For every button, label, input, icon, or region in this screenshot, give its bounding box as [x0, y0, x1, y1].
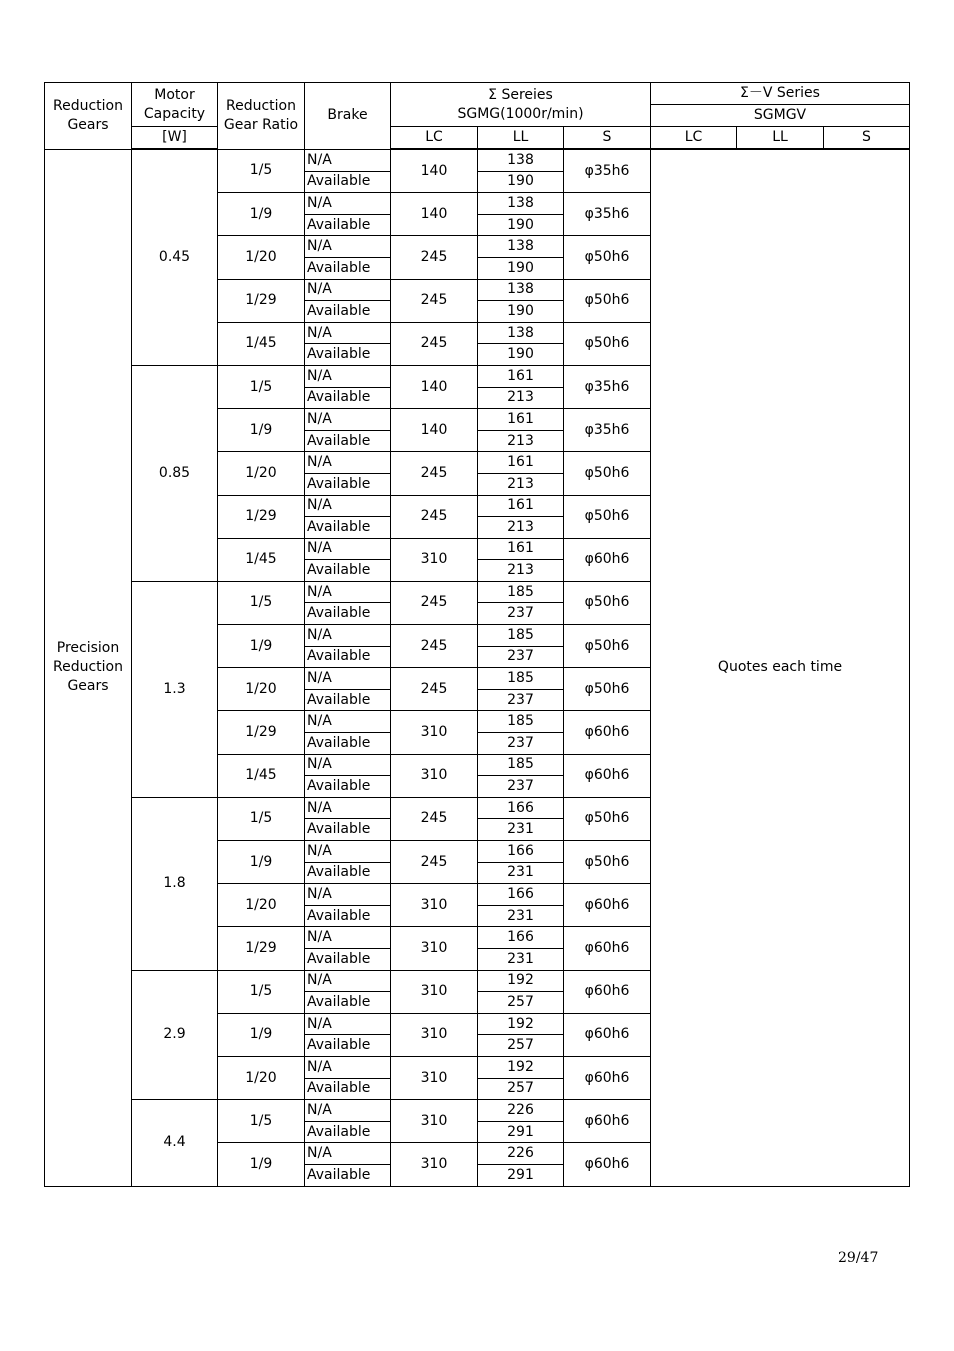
lc-cell: 310	[391, 970, 478, 1013]
ratio-cell: 1/45	[218, 322, 305, 365]
ll-na-cell: 138	[478, 149, 564, 171]
ll-na-cell: 138	[478, 322, 564, 344]
lc-cell: 310	[391, 1143, 478, 1186]
ll-available-cell: 257	[478, 992, 564, 1014]
brake-na-cell: N/A	[305, 668, 391, 690]
brake-na-cell: N/A	[305, 1013, 391, 1035]
ratio-cell: 1/29	[218, 927, 305, 970]
ratio-cell: 1/20	[218, 1056, 305, 1099]
brake-na-cell: N/A	[305, 1143, 391, 1165]
header-sgmgv: SGMGV	[651, 105, 910, 127]
ll-na-cell: 166	[478, 884, 564, 906]
brake-available-cell: Available	[305, 733, 391, 755]
brake-na-cell: N/A	[305, 322, 391, 344]
s-cell: φ50h6	[564, 841, 651, 884]
lc-cell: 310	[391, 1056, 478, 1099]
brake-available-cell: Available	[305, 948, 391, 970]
s-cell: φ50h6	[564, 452, 651, 495]
brake-available-cell: Available	[305, 905, 391, 927]
brake-na-cell: N/A	[305, 279, 391, 301]
brake-na-cell: N/A	[305, 236, 391, 258]
s-cell: φ60h6	[564, 711, 651, 754]
s-cell: φ60h6	[564, 1013, 651, 1056]
brake-na-cell: N/A	[305, 149, 391, 171]
lc-cell: 310	[391, 538, 478, 581]
brake-available-cell: Available	[305, 517, 391, 539]
brake-available-cell: Available	[305, 430, 391, 452]
ll-available-cell: 237	[478, 733, 564, 755]
header-reduction-gear-ratio: Reduction Gear Ratio	[218, 83, 305, 150]
brake-available-cell: Available	[305, 603, 391, 625]
ll-available-cell: 237	[478, 689, 564, 711]
ll-available-cell: 237	[478, 776, 564, 798]
lc-cell: 310	[391, 927, 478, 970]
sgmg-model-label: SGMG(1000r/min)	[457, 105, 584, 122]
header-sigma-v-series: Σ－Ⅴ Series	[651, 83, 910, 105]
header-reduction-gears: Reduction Gears	[45, 83, 132, 150]
s-cell: φ50h6	[564, 279, 651, 322]
s-cell: φ50h6	[564, 581, 651, 624]
ll-na-cell: 185	[478, 581, 564, 603]
ll-na-cell: 161	[478, 452, 564, 474]
brake-na-cell: N/A	[305, 841, 391, 863]
brake-na-cell: N/A	[305, 1100, 391, 1122]
ll-na-cell: 161	[478, 409, 564, 431]
ll-available-cell: 213	[478, 473, 564, 495]
s-cell: φ50h6	[564, 495, 651, 538]
lc-cell: 245	[391, 625, 478, 668]
header-sgmgv-ll: LL	[737, 127, 824, 150]
brake-na-cell: N/A	[305, 495, 391, 517]
motor-capacity-cell: 2.9	[132, 970, 218, 1100]
motor-capacity-cell: 0.85	[132, 365, 218, 581]
sigma-series-label: Σ Sereies	[488, 86, 553, 103]
header-s: S	[564, 127, 651, 150]
ratio-cell: 1/29	[218, 279, 305, 322]
ll-available-cell: 237	[478, 646, 564, 668]
ratio-cell: 1/9	[218, 409, 305, 452]
s-cell: φ60h6	[564, 970, 651, 1013]
brake-available-cell: Available	[305, 1035, 391, 1057]
lc-cell: 245	[391, 668, 478, 711]
lc-cell: 310	[391, 754, 478, 797]
ll-na-cell: 166	[478, 797, 564, 819]
brake-available-cell: Available	[305, 257, 391, 279]
ll-na-cell: 185	[478, 625, 564, 647]
ll-na-cell: 138	[478, 193, 564, 215]
ratio-cell: 1/9	[218, 1013, 305, 1056]
brake-na-cell: N/A	[305, 754, 391, 776]
ratio-cell: 1/9	[218, 841, 305, 884]
header-lc: LC	[391, 127, 478, 150]
s-cell: φ60h6	[564, 754, 651, 797]
header-unit-w: [W]	[132, 127, 218, 150]
lc-cell: 310	[391, 1013, 478, 1056]
ll-na-cell: 185	[478, 711, 564, 733]
ll-na-cell: 226	[478, 1143, 564, 1165]
ll-na-cell: 166	[478, 927, 564, 949]
ll-available-cell: 213	[478, 430, 564, 452]
ll-available-cell: 231	[478, 819, 564, 841]
ll-available-cell: 291	[478, 1121, 564, 1143]
ratio-cell: 1/20	[218, 452, 305, 495]
brake-na-cell: N/A	[305, 538, 391, 560]
gear-type-cell: Precision Reduction Gears	[45, 149, 132, 1186]
ll-na-cell: 161	[478, 538, 564, 560]
s-cell: φ50h6	[564, 625, 651, 668]
ll-available-cell: 190	[478, 171, 564, 193]
ll-available-cell: 237	[478, 603, 564, 625]
ratio-cell: 1/45	[218, 538, 305, 581]
brake-available-cell: Available	[305, 214, 391, 236]
brake-na-cell: N/A	[305, 625, 391, 647]
ll-na-cell: 161	[478, 365, 564, 387]
brake-available-cell: Available	[305, 646, 391, 668]
ratio-cell: 1/5	[218, 970, 305, 1013]
ratio-cell: 1/20	[218, 236, 305, 279]
ll-available-cell: 257	[478, 1078, 564, 1100]
s-cell: φ50h6	[564, 668, 651, 711]
lc-cell: 245	[391, 581, 478, 624]
s-cell: φ60h6	[564, 927, 651, 970]
header-sgmgv-lc: LC	[651, 127, 737, 150]
brake-na-cell: N/A	[305, 193, 391, 215]
brake-available-cell: Available	[305, 560, 391, 582]
lc-cell: 245	[391, 279, 478, 322]
ratio-cell: 1/29	[218, 711, 305, 754]
ratio-cell: 1/45	[218, 754, 305, 797]
page-number: 29/47	[838, 1250, 879, 1266]
s-cell: φ35h6	[564, 409, 651, 452]
ll-na-cell: 192	[478, 970, 564, 992]
s-cell: φ35h6	[564, 193, 651, 236]
s-cell: φ60h6	[564, 1056, 651, 1099]
ll-na-cell: 226	[478, 1100, 564, 1122]
ratio-cell: 1/5	[218, 365, 305, 408]
brake-available-cell: Available	[305, 776, 391, 798]
brake-available-cell: Available	[305, 473, 391, 495]
brake-available-cell: Available	[305, 171, 391, 193]
header-sgmgv-s: S	[824, 127, 910, 150]
brake-available-cell: Available	[305, 689, 391, 711]
ll-available-cell: 213	[478, 387, 564, 409]
brake-available-cell: Available	[305, 1078, 391, 1100]
ratio-cell: 1/5	[218, 797, 305, 840]
ll-available-cell: 291	[478, 1164, 564, 1186]
header-ll: LL	[478, 127, 564, 150]
lc-cell: 140	[391, 149, 478, 193]
ll-available-cell: 190	[478, 257, 564, 279]
ll-na-cell: 185	[478, 668, 564, 690]
ll-available-cell: 190	[478, 214, 564, 236]
brake-na-cell: N/A	[305, 409, 391, 431]
brake-available-cell: Available	[305, 862, 391, 884]
s-cell: φ60h6	[564, 538, 651, 581]
brake-available-cell: Available	[305, 1164, 391, 1186]
ratio-cell: 1/9	[218, 625, 305, 668]
lc-cell: 310	[391, 884, 478, 927]
ll-available-cell: 231	[478, 862, 564, 884]
lc-cell: 140	[391, 193, 478, 236]
ratio-cell: 1/5	[218, 149, 305, 193]
brake-available-cell: Available	[305, 344, 391, 366]
header-motor-capacity: Motor Capacity	[132, 83, 218, 127]
ll-na-cell: 192	[478, 1013, 564, 1035]
lc-cell: 140	[391, 365, 478, 408]
header-brake: Brake	[305, 83, 391, 150]
ll-available-cell: 190	[478, 344, 564, 366]
ll-na-cell: 161	[478, 495, 564, 517]
lc-cell: 310	[391, 1100, 478, 1143]
lc-cell: 245	[391, 495, 478, 538]
ratio-cell: 1/9	[218, 193, 305, 236]
brake-available-cell: Available	[305, 819, 391, 841]
ratio-cell: 1/5	[218, 581, 305, 624]
ll-available-cell: 213	[478, 517, 564, 539]
s-cell: φ50h6	[564, 236, 651, 279]
brake-na-cell: N/A	[305, 452, 391, 474]
ll-na-cell: 192	[478, 1056, 564, 1078]
ratio-cell: 1/9	[218, 1143, 305, 1186]
s-cell: φ60h6	[564, 884, 651, 927]
ll-na-cell: 138	[478, 236, 564, 258]
brake-na-cell: N/A	[305, 927, 391, 949]
ll-available-cell: 190	[478, 301, 564, 323]
ll-na-cell: 166	[478, 841, 564, 863]
brake-na-cell: N/A	[305, 711, 391, 733]
brake-available-cell: Available	[305, 301, 391, 323]
brake-na-cell: N/A	[305, 884, 391, 906]
lc-cell: 245	[391, 841, 478, 884]
s-cell: φ50h6	[564, 797, 651, 840]
ratio-cell: 1/29	[218, 495, 305, 538]
lc-cell: 140	[391, 409, 478, 452]
motor-capacity-cell: 1.3	[132, 581, 218, 797]
header-sigma-series	[391, 83, 651, 127]
s-cell: φ50h6	[564, 322, 651, 365]
lc-cell: 310	[391, 711, 478, 754]
brake-na-cell: N/A	[305, 365, 391, 387]
lc-cell: 245	[391, 452, 478, 495]
quote-note-cell: Quotes each time	[651, 149, 910, 1186]
ll-available-cell: 213	[478, 560, 564, 582]
lc-cell: 245	[391, 322, 478, 365]
brake-available-cell: Available	[305, 1121, 391, 1143]
dimensions-table	[44, 82, 910, 1187]
s-cell: φ35h6	[564, 365, 651, 408]
motor-capacity-cell: 4.4	[132, 1100, 218, 1186]
brake-available-cell: Available	[305, 387, 391, 409]
ll-available-cell: 231	[478, 905, 564, 927]
lc-cell: 245	[391, 236, 478, 279]
ll-na-cell: 138	[478, 279, 564, 301]
ratio-cell: 1/5	[218, 1100, 305, 1143]
brake-available-cell: Available	[305, 992, 391, 1014]
motor-capacity-cell: 1.8	[132, 797, 218, 970]
brake-na-cell: N/A	[305, 1056, 391, 1078]
brake-na-cell: N/A	[305, 581, 391, 603]
brake-na-cell: N/A	[305, 797, 391, 819]
motor-capacity-cell: 0.45	[132, 149, 218, 365]
s-cell: φ60h6	[564, 1143, 651, 1186]
ratio-cell: 1/20	[218, 884, 305, 927]
ll-available-cell: 257	[478, 1035, 564, 1057]
ll-available-cell: 231	[478, 948, 564, 970]
lc-cell: 245	[391, 797, 478, 840]
table-row	[45, 149, 910, 171]
s-cell: φ60h6	[564, 1100, 651, 1143]
ratio-cell: 1/20	[218, 668, 305, 711]
ll-na-cell: 185	[478, 754, 564, 776]
brake-na-cell: N/A	[305, 970, 391, 992]
s-cell: φ35h6	[564, 149, 651, 193]
